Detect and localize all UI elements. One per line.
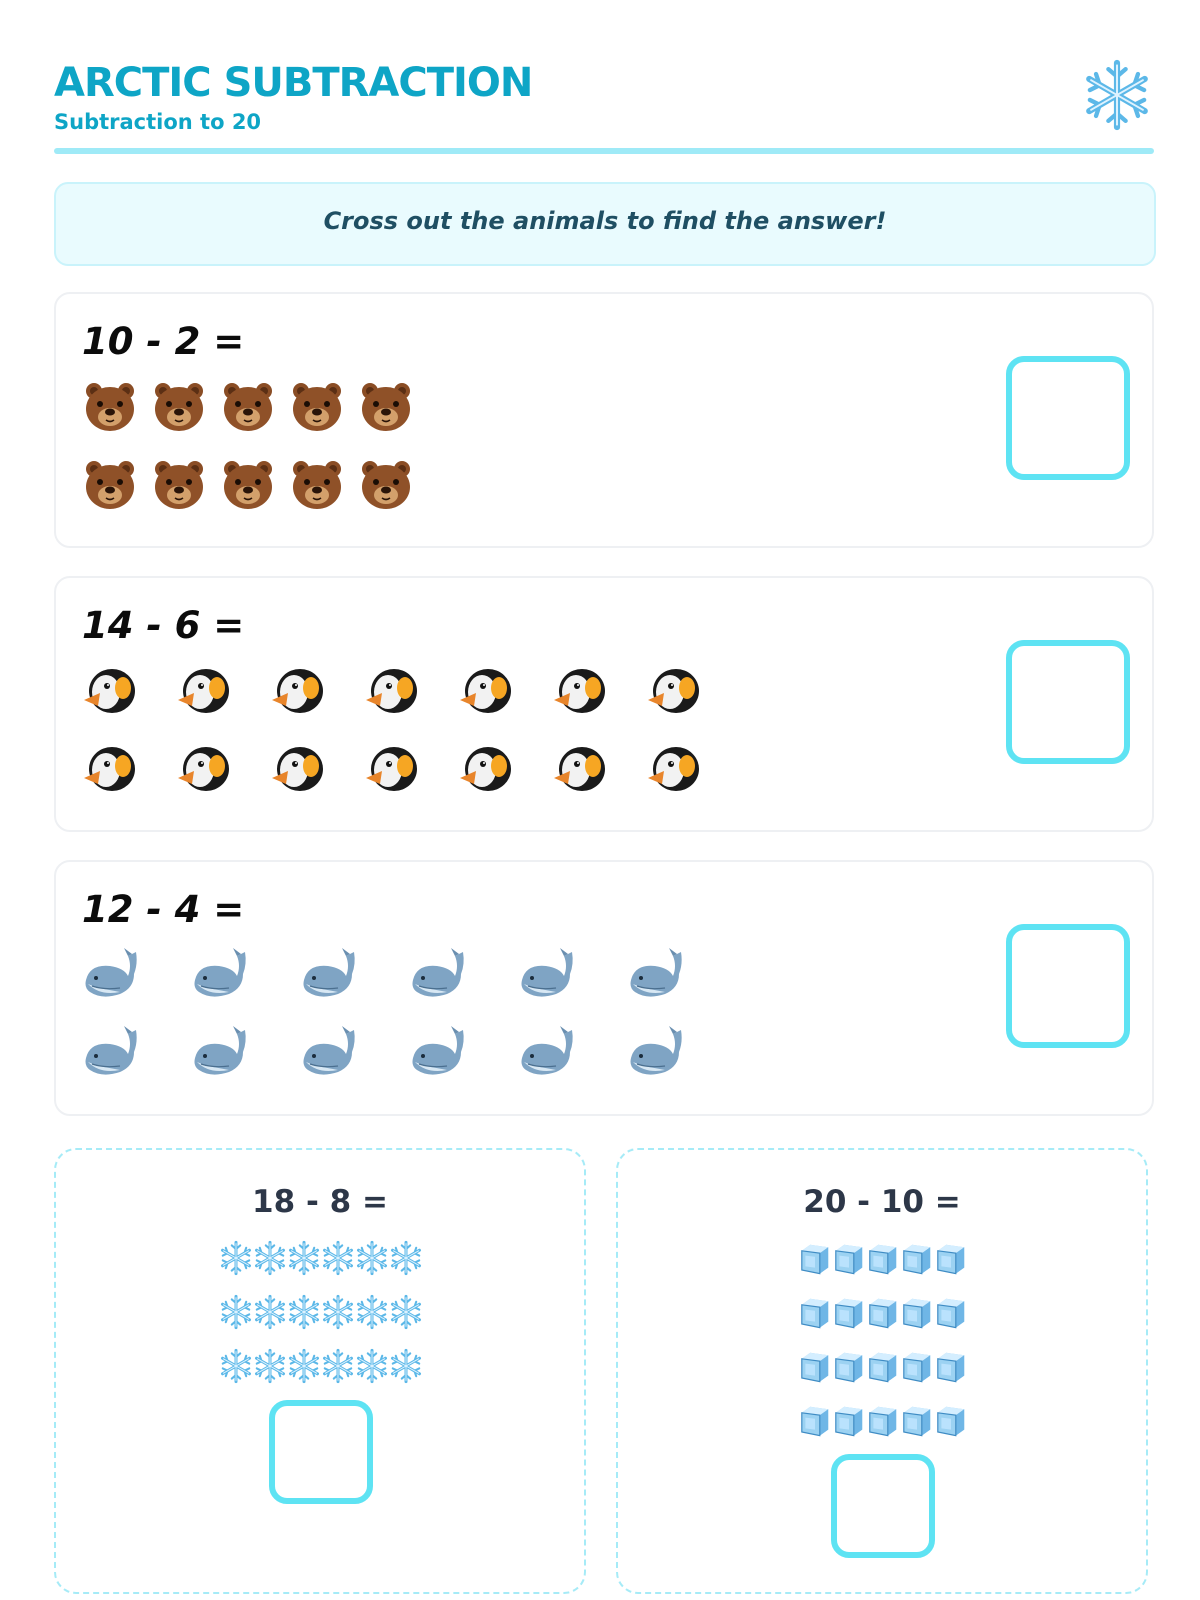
icon-cell [644, 660, 704, 720]
snowflake-icon[interactable] [320, 1294, 356, 1330]
icon-cell [298, 944, 358, 1004]
penguin-icon[interactable] [268, 660, 328, 720]
icon-cell [407, 1022, 467, 1082]
icon-cell [287, 376, 347, 436]
icon-cell [899, 1402, 933, 1442]
icon-cell [625, 944, 685, 1004]
icon-cell [456, 738, 516, 798]
penguin-icon[interactable] [550, 738, 610, 798]
icon-cell [933, 1348, 967, 1388]
penguin-icon[interactable] [174, 738, 234, 798]
snowflake-icon [1080, 58, 1154, 132]
icon-cell [550, 738, 610, 798]
ice-cube-icon[interactable] [865, 1240, 901, 1276]
icon-cell [899, 1348, 933, 1388]
icon-cell [550, 660, 610, 720]
icon-cell [80, 454, 140, 514]
icon-cell [286, 1348, 320, 1388]
icon-cell [354, 1348, 388, 1388]
ice-cube-icon[interactable] [899, 1294, 935, 1330]
penguin-icon[interactable] [644, 660, 704, 720]
icon-cell [298, 1022, 358, 1082]
icon-cell [252, 1240, 286, 1280]
ice-cube-icon[interactable] [797, 1402, 833, 1438]
ice-cube-icon[interactable] [933, 1294, 969, 1330]
icon-cell [252, 1294, 286, 1334]
whale-icon[interactable] [516, 1022, 576, 1082]
icon-row [797, 1348, 967, 1388]
icon-cell [356, 454, 416, 514]
snowflake-icon[interactable] [388, 1348, 424, 1384]
problem-card-3 [54, 860, 1154, 1116]
icon-cell [362, 738, 422, 798]
icon-cell [797, 1240, 831, 1280]
problem-equation: 14 - 6 = [82, 604, 245, 647]
icon-cell [362, 660, 422, 720]
ice-cube-icon[interactable] [865, 1348, 901, 1384]
icon-cell [407, 944, 467, 1004]
ice-cube-icon[interactable] [865, 1402, 901, 1438]
penguin-icon[interactable] [550, 660, 610, 720]
icon-cell [174, 738, 234, 798]
icon-cell [218, 1294, 252, 1334]
icon-cell [149, 376, 209, 436]
icon-cell [933, 1402, 967, 1442]
ice-cube-icon[interactable] [933, 1348, 969, 1384]
ice-cube-icon[interactable] [899, 1348, 935, 1384]
bear-icon[interactable] [287, 454, 347, 514]
ice-cube-icon[interactable] [899, 1402, 935, 1438]
whale-icon[interactable] [407, 944, 467, 1004]
whale-icon[interactable] [625, 1022, 685, 1082]
icon-cell [354, 1240, 388, 1280]
icon-row [218, 1294, 422, 1334]
icon-cell [933, 1240, 967, 1280]
snowflake-icon[interactable] [286, 1294, 322, 1330]
whale-icon[interactable] [189, 944, 249, 1004]
icon-cell [625, 1022, 685, 1082]
icon-row [797, 1402, 967, 1442]
problem-equation: 20 - 10 = [803, 1184, 961, 1220]
icon-row [218, 1240, 422, 1280]
snowflake-icon[interactable] [218, 1240, 254, 1276]
ice-cube-icon[interactable] [831, 1294, 867, 1330]
ice-cube-icon[interactable] [865, 1294, 901, 1330]
icon-cell [252, 1348, 286, 1388]
snowflake-icon[interactable] [218, 1348, 254, 1384]
icon-cell [218, 1348, 252, 1388]
header-divider [54, 148, 1154, 154]
bear-icon[interactable] [218, 454, 278, 514]
ice-cube-icon[interactable] [933, 1240, 969, 1276]
icon-cell [320, 1348, 354, 1388]
penguin-icon[interactable] [80, 660, 140, 720]
icon-cell [831, 1348, 865, 1388]
ice-cube-icon[interactable] [899, 1240, 935, 1276]
icon-cell [899, 1294, 933, 1334]
icon-cell [933, 1294, 967, 1334]
answer-box[interactable] [831, 1454, 935, 1558]
icon-cell [80, 376, 140, 436]
ice-cube-icon[interactable] [831, 1402, 867, 1438]
problem-equation: 12 - 4 = [82, 888, 245, 931]
icon-cell [388, 1240, 422, 1280]
snowflake-icon[interactable] [252, 1294, 288, 1330]
snowflake-icon[interactable] [320, 1240, 356, 1276]
icon-cell [356, 376, 416, 436]
bonus-problem-1 [54, 1148, 586, 1594]
answer-box[interactable] [1006, 924, 1130, 1048]
ice-cube-icon[interactable] [797, 1348, 833, 1384]
icon-cell [388, 1348, 422, 1388]
bonus-problem-2 [616, 1148, 1148, 1594]
icon-cell [388, 1294, 422, 1334]
icon-cell [320, 1294, 354, 1334]
bear-icon[interactable] [80, 454, 140, 514]
whale-icon[interactable] [189, 1022, 249, 1082]
icon-cell [865, 1294, 899, 1334]
snowflake-icon[interactable] [388, 1294, 424, 1330]
penguin-icon[interactable] [80, 738, 140, 798]
icon-cell [865, 1240, 899, 1280]
icon-cell [80, 1022, 140, 1082]
icon-cell [320, 1240, 354, 1280]
penguin-icon[interactable] [456, 660, 516, 720]
icon-cell [456, 660, 516, 720]
ice-cube-icon[interactable] [797, 1240, 833, 1276]
header [54, 48, 1154, 156]
icon-row [218, 1348, 422, 1388]
ice-cube-icon[interactable] [831, 1240, 867, 1276]
snowflake-icon[interactable] [218, 1294, 254, 1330]
page-title: ARCTIC SUBTRACTION [54, 60, 533, 106]
snowflake-icon[interactable] [354, 1240, 390, 1276]
whale-icon[interactable] [407, 1022, 467, 1082]
icon-cell [80, 738, 140, 798]
snowflake-icon[interactable] [286, 1240, 322, 1276]
icon-cell [899, 1240, 933, 1280]
snowflake-icon[interactable] [286, 1348, 322, 1384]
icon-cell [287, 454, 347, 514]
icon-cell [268, 660, 328, 720]
icon-cell [286, 1294, 320, 1334]
penguin-icon[interactable] [644, 738, 704, 798]
snowflake-icon[interactable] [252, 1240, 288, 1276]
icon-cell [189, 1022, 249, 1082]
icon-cell [865, 1402, 899, 1442]
icon-row [797, 1240, 967, 1280]
ice-cube-icon[interactable] [797, 1294, 833, 1330]
problem-equation: 10 - 2 = [82, 320, 245, 363]
problem-equation: 18 - 8 = [252, 1184, 388, 1220]
page-subtitle: Subtraction to 20 [54, 110, 262, 134]
problem-card-2 [54, 576, 1154, 832]
whale-icon[interactable] [298, 944, 358, 1004]
instruction-text: Cross out the animals to find the answer! [323, 207, 887, 235]
icon-cell [80, 660, 140, 720]
icon-cell [831, 1294, 865, 1334]
bear-icon[interactable] [149, 454, 209, 514]
icon-cell [831, 1240, 865, 1280]
snowflake-icon[interactable] [354, 1294, 390, 1330]
whale-icon[interactable] [80, 944, 140, 1004]
icon-cell [797, 1348, 831, 1388]
icon-cell [218, 1240, 252, 1280]
whale-icon[interactable] [625, 944, 685, 1004]
snowflake-icon[interactable] [252, 1348, 288, 1384]
bear-icon[interactable] [356, 454, 416, 514]
bear-icon[interactable] [149, 376, 209, 436]
worksheet [54, 0, 1154, 1600]
ice-cube-icon[interactable] [933, 1402, 969, 1438]
icon-cell [268, 738, 328, 798]
answer-box[interactable] [269, 1400, 373, 1504]
icon-cell [218, 454, 278, 514]
icon-cell [516, 944, 576, 1004]
icon-row [797, 1294, 967, 1334]
bear-icon[interactable] [80, 376, 140, 436]
icon-cell [354, 1294, 388, 1334]
ice-cube-icon[interactable] [831, 1348, 867, 1384]
penguin-icon[interactable] [456, 738, 516, 798]
bear-icon[interactable] [356, 376, 416, 436]
snowflake-icon[interactable] [388, 1240, 424, 1276]
whale-icon[interactable] [298, 1022, 358, 1082]
icon-cell [286, 1240, 320, 1280]
bear-icon[interactable] [218, 376, 278, 436]
problem-card-1 [54, 292, 1154, 548]
icon-cell [865, 1348, 899, 1388]
bear-icon[interactable] [287, 376, 347, 436]
penguin-icon[interactable] [174, 660, 234, 720]
answer-box[interactable] [1006, 640, 1130, 764]
answer-box[interactable] [1006, 356, 1130, 480]
snowflake-icon[interactable] [320, 1348, 356, 1384]
icon-cell [80, 944, 140, 1004]
icon-cell [797, 1402, 831, 1442]
whale-icon[interactable] [80, 1022, 140, 1082]
icon-cell [189, 944, 249, 1004]
icon-cell [174, 660, 234, 720]
icon-cell [218, 376, 278, 436]
instruction-banner [54, 182, 1156, 266]
penguin-icon[interactable] [362, 660, 422, 720]
icon-cell [149, 454, 209, 514]
icon-cell [516, 1022, 576, 1082]
penguin-icon[interactable] [362, 738, 422, 798]
penguin-icon[interactable] [268, 738, 328, 798]
icon-cell [831, 1402, 865, 1442]
snowflake-icon[interactable] [354, 1348, 390, 1384]
icon-cell [797, 1294, 831, 1334]
icon-cell [644, 738, 704, 798]
whale-icon[interactable] [516, 944, 576, 1004]
